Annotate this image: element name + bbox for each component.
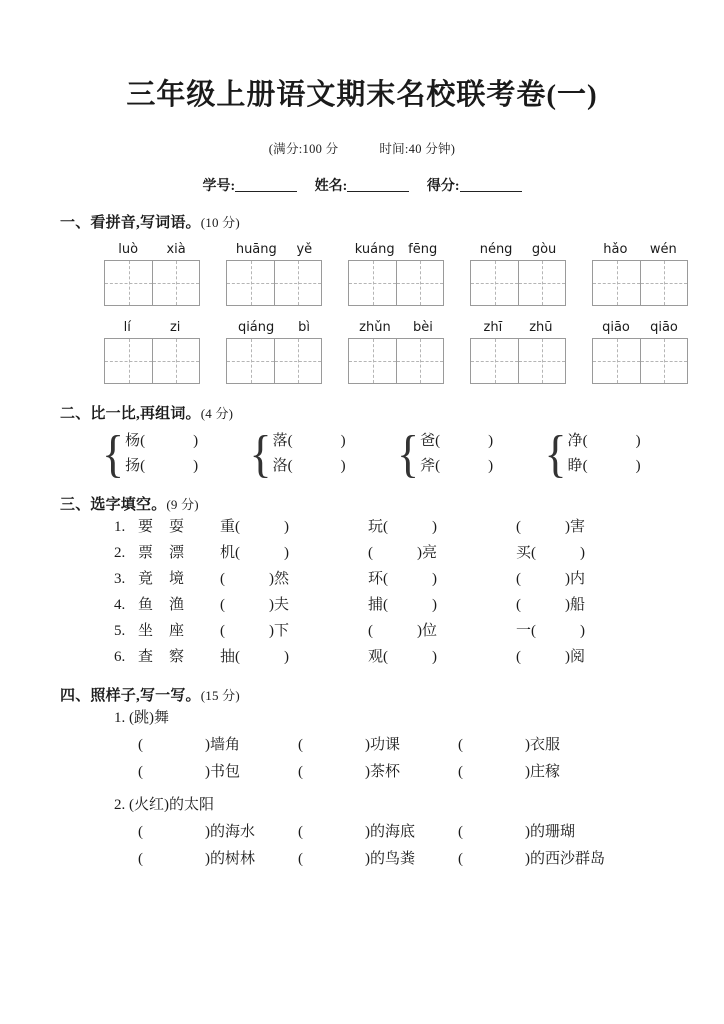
answer-line bbox=[114, 759, 676, 786]
brace-item-bottom[interactable] bbox=[420, 454, 493, 479]
tianzi-cell[interactable] bbox=[640, 261, 687, 305]
section-2-title: 二、比一比,再组词。 bbox=[60, 406, 201, 422]
section-3-title: 三、选字填空。 bbox=[60, 497, 167, 513]
item-number: 1. bbox=[114, 710, 126, 726]
pinyin-row-2 bbox=[62, 320, 676, 384]
tianzi-cell[interactable] bbox=[227, 339, 274, 383]
blank-prefix: 环( bbox=[368, 571, 388, 587]
pinyin-syllable: kuáng bbox=[354, 242, 395, 257]
brace-char-close: ) bbox=[488, 458, 494, 474]
pinyin-syllable: néng bbox=[479, 242, 513, 257]
candidate-chars bbox=[138, 618, 220, 644]
choose-char-row bbox=[62, 618, 676, 644]
pinyin-group bbox=[592, 320, 688, 384]
tianzi-grid[interactable] bbox=[104, 338, 200, 384]
pinyin-syllable: zhī bbox=[483, 320, 503, 335]
section-pinyin-writing bbox=[0, 211, 724, 384]
blank-suffix: ) bbox=[580, 545, 585, 561]
slot-close-text: )的海水 bbox=[205, 824, 255, 840]
answer-line bbox=[114, 819, 676, 846]
item-number: 6. bbox=[114, 649, 126, 665]
slot-close-text: )的树林 bbox=[205, 851, 255, 867]
tianzi-cell[interactable] bbox=[518, 339, 565, 383]
pinyin-group bbox=[592, 242, 688, 306]
slot-close-text: )功课 bbox=[365, 737, 400, 753]
pinyin-syllable: bèi bbox=[412, 320, 433, 335]
blank-suffix: ) bbox=[284, 649, 289, 665]
brace-item-list bbox=[125, 429, 198, 479]
slot-open-paren: ( bbox=[138, 764, 143, 780]
tianzi-cell[interactable] bbox=[518, 261, 565, 305]
tianzi-grid[interactable] bbox=[348, 260, 444, 306]
pinyin-group bbox=[348, 242, 444, 306]
section-2-points: (4 分) bbox=[200, 406, 234, 421]
curly-brace-icon: { bbox=[102, 424, 125, 482]
curly-brace-icon: { bbox=[249, 424, 272, 482]
blank-item[interactable] bbox=[516, 566, 664, 592]
pinyin-group bbox=[226, 320, 322, 384]
example-text: (跳)舞 bbox=[129, 710, 169, 726]
brace-char-close: ) bbox=[488, 433, 494, 449]
page-title: 三年级上册语文期末名校联考卷(一) bbox=[126, 79, 598, 111]
blank-item[interactable] bbox=[516, 592, 664, 618]
blank-prefix: ( bbox=[220, 571, 225, 587]
full-score-label: (满分:100 分 bbox=[268, 142, 339, 156]
blank-list bbox=[220, 514, 676, 540]
blank-prefix: 捕( bbox=[368, 597, 388, 613]
brace-char-close: ) bbox=[193, 433, 199, 449]
section-4-title: 四、照样子,写一写。 bbox=[60, 688, 201, 704]
tianzi-cell[interactable] bbox=[471, 261, 518, 305]
choose-char-row bbox=[62, 566, 676, 592]
item-number: 5. bbox=[114, 623, 126, 639]
section-write-like-example bbox=[0, 684, 724, 873]
answer-slot[interactable] bbox=[458, 819, 618, 846]
answer-slot[interactable] bbox=[138, 732, 298, 759]
blank-prefix: ( bbox=[516, 597, 521, 613]
candidate-chars bbox=[138, 592, 220, 618]
section-4-heading bbox=[60, 684, 676, 705]
brace-item-top[interactable] bbox=[125, 429, 198, 454]
brace-char-open: 扬( bbox=[125, 458, 146, 474]
tianzi-grid[interactable] bbox=[470, 260, 566, 306]
brace-char-open: 杨( bbox=[125, 433, 146, 449]
section-3-heading bbox=[60, 493, 676, 514]
brace-char-close: ) bbox=[193, 458, 199, 474]
student-score-blank[interactable] bbox=[460, 178, 522, 192]
slot-open-paren: ( bbox=[458, 824, 463, 840]
candidate-char: 渔 bbox=[169, 597, 185, 613]
pinyin-group bbox=[348, 320, 444, 384]
blank-item[interactable] bbox=[368, 566, 516, 592]
pinyin-label bbox=[470, 242, 566, 257]
candidate-char: 要 bbox=[138, 519, 154, 535]
pinyin-label bbox=[226, 320, 322, 335]
blank-list bbox=[220, 540, 676, 566]
tianzi-cell[interactable] bbox=[105, 339, 152, 383]
pinyin-syllable: qiāo bbox=[602, 320, 630, 335]
blank-suffix: )亮 bbox=[417, 545, 437, 561]
blank-item[interactable] bbox=[220, 566, 368, 592]
blank-prefix: 玩( bbox=[368, 519, 388, 535]
slot-close-text: )书包 bbox=[205, 764, 240, 780]
tianzi-cell[interactable] bbox=[274, 339, 321, 383]
tianzi-cell[interactable] bbox=[396, 261, 443, 305]
tianzi-grid[interactable] bbox=[226, 338, 322, 384]
pinyin-syllable: zhū bbox=[529, 320, 553, 335]
tianzi-cell[interactable] bbox=[593, 339, 640, 383]
student-name-field[interactable] bbox=[315, 175, 410, 195]
tianzi-cell[interactable] bbox=[274, 261, 321, 305]
answer-slot[interactable] bbox=[138, 759, 298, 786]
item-number: 2. bbox=[114, 545, 126, 561]
brace-item-list bbox=[568, 429, 641, 479]
blank-prefix: ( bbox=[220, 597, 225, 613]
example-text: (火红)的太阳 bbox=[129, 797, 214, 813]
pinyin-group bbox=[470, 242, 566, 306]
student-score-label: 得分: bbox=[426, 179, 460, 194]
blank-suffix: )阅 bbox=[565, 649, 585, 665]
pinyin-syllable: bì bbox=[298, 320, 311, 335]
candidate-char: 境 bbox=[169, 571, 185, 587]
brace-item-top[interactable] bbox=[273, 429, 346, 454]
brace-char-close: ) bbox=[635, 458, 641, 474]
blank-item[interactable] bbox=[516, 514, 664, 540]
choose-char-row bbox=[62, 592, 676, 618]
tianzi-grid[interactable] bbox=[348, 338, 444, 384]
slot-close-text: )庄稼 bbox=[525, 764, 560, 780]
blank-suffix: ) bbox=[432, 649, 437, 665]
pinyin-syllable: lí bbox=[123, 320, 131, 335]
brace-pair-group bbox=[249, 424, 382, 482]
section-choose-character bbox=[0, 493, 724, 670]
section-1-heading bbox=[60, 211, 676, 232]
tianzi-cell[interactable] bbox=[593, 261, 640, 305]
pinyin-group bbox=[226, 242, 322, 306]
tianzi-grid[interactable] bbox=[226, 260, 322, 306]
candidate-chars bbox=[138, 644, 220, 670]
blank-suffix: )夫 bbox=[269, 597, 289, 613]
pinyin-group bbox=[104, 320, 200, 384]
student-id-label: 学号: bbox=[202, 179, 236, 194]
brace-item-top[interactable] bbox=[568, 429, 641, 454]
pinyin-syllable: qiāo bbox=[650, 320, 678, 335]
candidate-char: 漂 bbox=[169, 545, 185, 561]
tianzi-cell[interactable] bbox=[349, 261, 396, 305]
example-line bbox=[114, 705, 676, 732]
blank-prefix: ( bbox=[220, 623, 225, 639]
choose-char-row bbox=[62, 514, 676, 540]
pinyin-syllable: hǎo bbox=[603, 242, 628, 257]
candidate-char: 察 bbox=[169, 649, 185, 665]
pinyin-label bbox=[226, 242, 322, 257]
blank-item[interactable] bbox=[220, 592, 368, 618]
item-number: 2. bbox=[114, 797, 126, 813]
pinyin-group bbox=[104, 242, 200, 306]
brace-item-list bbox=[420, 429, 493, 479]
tianzi-cell[interactable] bbox=[640, 339, 687, 383]
blank-suffix: ) bbox=[580, 623, 585, 639]
blank-item[interactable] bbox=[368, 592, 516, 618]
blank-suffix: )船 bbox=[565, 597, 585, 613]
answer-slot[interactable] bbox=[458, 846, 628, 873]
blank-list bbox=[220, 592, 676, 618]
pinyin-syllable: zhǔn bbox=[359, 320, 391, 335]
blank-list bbox=[220, 644, 676, 670]
blank-prefix: 抽( bbox=[220, 649, 240, 665]
pinyin-syllable: yě bbox=[296, 242, 313, 257]
tianzi-cell[interactable] bbox=[471, 339, 518, 383]
exam-meta bbox=[0, 139, 724, 157]
blank-item[interactable] bbox=[516, 618, 664, 644]
blank-item[interactable] bbox=[220, 644, 368, 670]
slot-close-text: )的海底 bbox=[365, 824, 415, 840]
blank-suffix: ) bbox=[432, 519, 437, 535]
slot-close-text: )茶杯 bbox=[365, 764, 400, 780]
tianzi-grid[interactable] bbox=[104, 260, 200, 306]
pinyin-label bbox=[592, 242, 688, 257]
slot-open-paren: ( bbox=[298, 764, 303, 780]
tianzi-cell[interactable] bbox=[396, 339, 443, 383]
item-number: 3. bbox=[114, 571, 126, 587]
brace-char-open: 落( bbox=[272, 433, 293, 449]
section-4-points: (15 分) bbox=[200, 688, 240, 703]
blank-list bbox=[220, 618, 676, 644]
blank-suffix: )下 bbox=[269, 623, 289, 639]
student-name-blank[interactable] bbox=[347, 178, 409, 192]
slot-close-text: )的西沙群岛 bbox=[525, 851, 605, 867]
pinyin-row-1 bbox=[62, 242, 676, 306]
pinyin-label bbox=[348, 320, 444, 335]
answer-slot[interactable] bbox=[458, 759, 618, 786]
example-item bbox=[62, 705, 676, 786]
tianzi-cell[interactable] bbox=[152, 339, 199, 383]
candidate-char: 鱼 bbox=[138, 597, 154, 613]
item-number: 4. bbox=[114, 597, 126, 613]
blank-item[interactable] bbox=[516, 540, 664, 566]
slot-close-text: )的鸟粪 bbox=[365, 851, 415, 867]
brace-item-list bbox=[273, 429, 346, 479]
candidate-char: 查 bbox=[138, 649, 154, 665]
example-item bbox=[62, 792, 676, 873]
brace-item-bottom[interactable] bbox=[125, 454, 198, 479]
candidate-chars bbox=[138, 540, 220, 566]
blank-prefix: ( bbox=[368, 623, 373, 639]
answer-slot[interactable] bbox=[138, 846, 298, 873]
slot-close-text: )的珊瑚 bbox=[525, 824, 575, 840]
candidate-char: 座 bbox=[169, 623, 185, 639]
pinyin-syllable: zi bbox=[169, 320, 181, 335]
candidate-char: 耍 bbox=[169, 519, 185, 535]
slot-close-text: )衣服 bbox=[525, 737, 560, 753]
slot-open-paren: ( bbox=[298, 737, 303, 753]
brace-pair-row bbox=[62, 424, 676, 482]
slot-close-text: )墙角 bbox=[205, 737, 240, 753]
blank-prefix: ( bbox=[516, 519, 521, 535]
section-2-heading bbox=[60, 402, 676, 423]
brace-char-open: 爸( bbox=[420, 433, 441, 449]
candidate-char: 票 bbox=[138, 545, 154, 561]
blank-suffix: )害 bbox=[565, 519, 585, 535]
blank-list bbox=[220, 566, 676, 592]
answer-slot[interactable] bbox=[298, 759, 458, 786]
pinyin-group bbox=[470, 320, 566, 384]
curly-brace-icon: { bbox=[397, 424, 420, 482]
blank-prefix: 买( bbox=[516, 545, 536, 561]
blank-suffix: )然 bbox=[269, 571, 289, 587]
answer-line bbox=[114, 732, 676, 759]
blank-item[interactable] bbox=[368, 644, 516, 670]
brace-item-bottom[interactable] bbox=[568, 454, 641, 479]
brace-char-open: 斧( bbox=[420, 458, 441, 474]
blank-prefix: 一( bbox=[516, 623, 536, 639]
blank-prefix: 重( bbox=[220, 519, 240, 535]
section-1-points: (10 分) bbox=[200, 215, 240, 230]
brace-pair-group bbox=[397, 424, 529, 482]
slot-open-paren: ( bbox=[138, 737, 143, 753]
answer-slot[interactable] bbox=[298, 846, 458, 873]
tianzi-cell[interactable] bbox=[152, 261, 199, 305]
blank-suffix: ) bbox=[432, 597, 437, 613]
slot-open-paren: ( bbox=[458, 737, 463, 753]
candidate-chars bbox=[138, 514, 220, 540]
blank-item[interactable] bbox=[368, 540, 516, 566]
blank-prefix: ( bbox=[516, 649, 521, 665]
pinyin-syllable: wén bbox=[649, 242, 677, 257]
pinyin-syllable: xià bbox=[166, 242, 186, 257]
answer-slot[interactable] bbox=[298, 819, 458, 846]
tianzi-cell[interactable] bbox=[227, 261, 274, 305]
slot-open-paren: ( bbox=[138, 851, 143, 867]
student-name-label: 姓名: bbox=[314, 179, 348, 194]
slot-open-paren: ( bbox=[298, 851, 303, 867]
blank-prefix: ( bbox=[516, 571, 521, 587]
example-line bbox=[114, 792, 676, 819]
blank-item[interactable] bbox=[220, 540, 368, 566]
brace-char-close: ) bbox=[635, 433, 641, 449]
choose-char-row bbox=[62, 540, 676, 566]
student-info-row bbox=[0, 175, 724, 195]
slot-open-paren: ( bbox=[458, 851, 463, 867]
pinyin-syllable: fēng bbox=[408, 242, 438, 257]
brace-pair-group bbox=[102, 424, 234, 482]
answer-slot[interactable] bbox=[138, 819, 298, 846]
blank-prefix: 观( bbox=[368, 649, 388, 665]
slot-open-paren: ( bbox=[138, 824, 143, 840]
tianzi-grid[interactable] bbox=[470, 338, 566, 384]
blank-suffix: )内 bbox=[565, 571, 585, 587]
answer-line bbox=[114, 846, 676, 873]
brace-char-open: 睁( bbox=[567, 458, 588, 474]
brace-char-open: 净( bbox=[567, 433, 588, 449]
brace-item-top[interactable] bbox=[420, 429, 493, 454]
slot-open-paren: ( bbox=[458, 764, 463, 780]
blank-suffix: )位 bbox=[417, 623, 437, 639]
section-3-points: (9 分) bbox=[166, 497, 199, 512]
blank-item[interactable] bbox=[516, 644, 664, 670]
pinyin-syllable: luò bbox=[118, 242, 139, 257]
blank-item[interactable] bbox=[368, 514, 516, 540]
blank-item[interactable] bbox=[220, 618, 368, 644]
slot-open-paren: ( bbox=[298, 824, 303, 840]
pinyin-label bbox=[104, 320, 200, 335]
brace-char-close: ) bbox=[340, 433, 346, 449]
curly-brace-icon: { bbox=[544, 424, 567, 482]
answer-slot[interactable] bbox=[458, 732, 618, 759]
blank-prefix: 机( bbox=[220, 545, 240, 561]
student-id-field[interactable] bbox=[202, 175, 297, 195]
student-score-field[interactable] bbox=[427, 175, 522, 195]
brace-char-close: ) bbox=[340, 458, 346, 474]
blank-suffix: ) bbox=[432, 571, 437, 587]
tianzi-cell[interactable] bbox=[105, 261, 152, 305]
pinyin-syllable: huāng bbox=[235, 242, 277, 257]
candidate-char: 竟 bbox=[138, 571, 154, 587]
section-compare-words bbox=[0, 402, 724, 482]
brace-char-open: 洛( bbox=[272, 458, 293, 474]
tianzi-cell[interactable] bbox=[349, 339, 396, 383]
pinyin-label bbox=[470, 320, 566, 335]
pinyin-syllable: qiáng bbox=[237, 320, 275, 335]
blank-suffix: ) bbox=[284, 545, 289, 561]
tianzi-grid[interactable] bbox=[592, 338, 688, 384]
pinyin-label bbox=[348, 242, 444, 257]
pinyin-syllable: gòu bbox=[531, 242, 557, 257]
blank-item[interactable] bbox=[220, 514, 368, 540]
time-limit-label: 时间:40 分钟) bbox=[379, 142, 456, 156]
blank-suffix: ) bbox=[284, 519, 289, 535]
choose-char-row bbox=[62, 644, 676, 670]
pinyin-label bbox=[592, 320, 688, 335]
pinyin-label bbox=[104, 242, 200, 257]
brace-item-bottom[interactable] bbox=[273, 454, 346, 479]
student-id-blank[interactable] bbox=[235, 178, 297, 192]
item-number: 1. bbox=[114, 519, 126, 535]
brace-pair-group bbox=[544, 424, 677, 482]
tianzi-grid[interactable] bbox=[592, 260, 688, 306]
blank-prefix: ( bbox=[368, 545, 373, 561]
answer-slot[interactable] bbox=[298, 732, 458, 759]
blank-item[interactable] bbox=[368, 618, 516, 644]
section-1-title: 一、看拼音,写词语。 bbox=[60, 215, 201, 231]
candidate-char: 坐 bbox=[138, 623, 154, 639]
candidate-chars bbox=[138, 566, 220, 592]
